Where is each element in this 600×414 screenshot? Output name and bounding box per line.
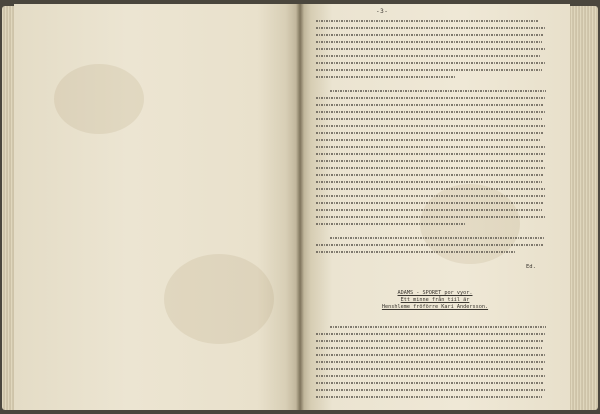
book-gutter bbox=[296, 4, 304, 410]
section-heading bbox=[316, 290, 554, 311]
page-number: -3- bbox=[376, 8, 389, 15]
heading-line-1: ADAMS - SPORET por vyor. bbox=[397, 290, 473, 296]
right-page-edges bbox=[568, 6, 598, 410]
paper-stain bbox=[164, 254, 274, 344]
signature: Ed. bbox=[526, 264, 536, 270]
heading-line-2: Ett minne från tiil är bbox=[400, 297, 470, 303]
right-page-text bbox=[316, 8, 554, 408]
paper-stain bbox=[54, 64, 144, 134]
left-page bbox=[14, 4, 300, 410]
heading-line-3: Henshleme fröförre Kari Andersson. bbox=[381, 304, 489, 310]
